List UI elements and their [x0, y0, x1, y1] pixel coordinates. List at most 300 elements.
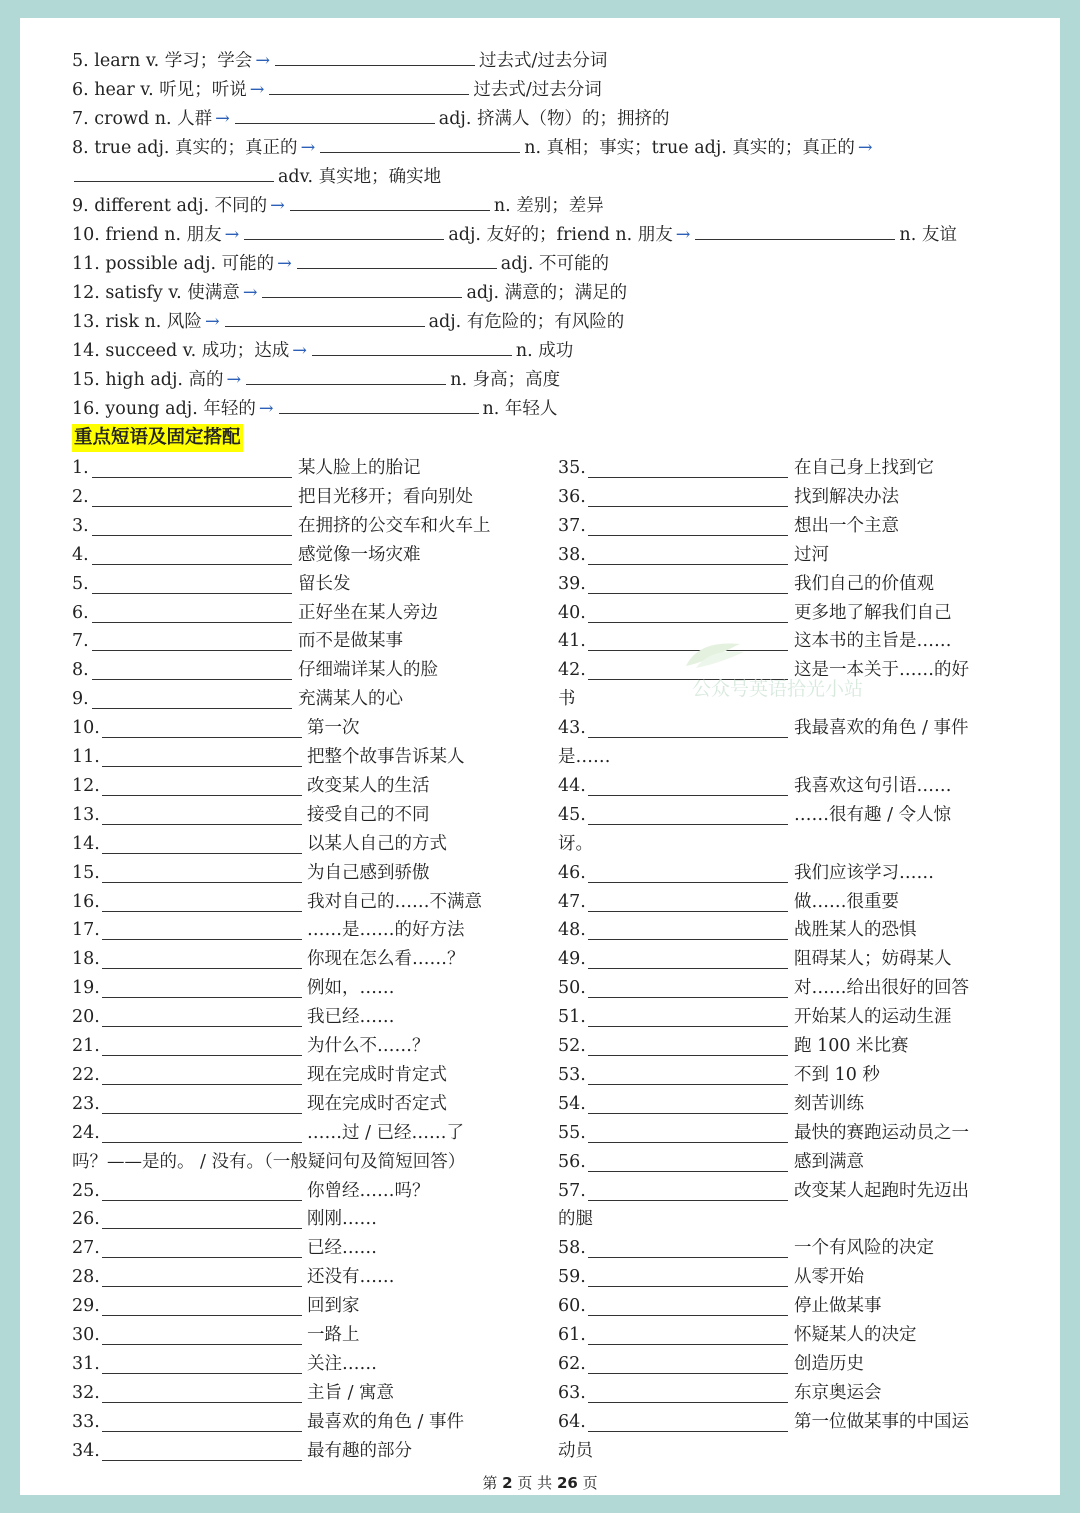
item-number: 40.	[558, 602, 586, 623]
phrase-meaning: 在拥挤的公交车和火车上	[298, 515, 491, 536]
phrase-meaning: 开始某人的运动生涯	[794, 1007, 952, 1028]
answer-blank[interactable]	[588, 1153, 788, 1172]
answer-blank[interactable]	[279, 396, 479, 414]
item-number: 19.	[72, 978, 100, 999]
phrase-row	[72, 919, 522, 941]
answer-blank[interactable]	[92, 517, 292, 536]
item-number: 41.	[558, 631, 586, 652]
answer-blank[interactable]	[92, 690, 292, 709]
answer-blank[interactable]	[92, 661, 292, 680]
answer-blank[interactable]	[102, 1442, 302, 1461]
item-number: 12.	[72, 283, 100, 303]
answer-blank[interactable]	[92, 575, 292, 594]
phrase-meaning: 做……很重要	[794, 891, 899, 912]
phrase-meaning: 一个有风险的决定	[794, 1238, 934, 1259]
phrase-row	[558, 891, 998, 913]
arrow-right-icon: →	[300, 138, 316, 158]
answer-blank[interactable]	[102, 1037, 302, 1056]
arrow-right-icon: →	[857, 138, 873, 158]
phrase-meaning: 刻苦训练	[794, 1093, 864, 1114]
phrase-meaning: 这本书的主旨是……	[794, 631, 952, 652]
item-number: 9.	[72, 689, 89, 710]
word-prompt: risk n. 风险	[105, 312, 202, 332]
word-target: n. 年轻人	[482, 399, 558, 419]
phrase-row	[558, 977, 998, 999]
phrase-row	[72, 804, 522, 826]
phrase-meaning: 仔细端详某人的脸	[298, 660, 438, 681]
phrase-meaning: 东京奥运会	[794, 1382, 882, 1403]
answer-blank[interactable]	[92, 488, 292, 507]
item-number: 54.	[558, 1093, 586, 1114]
phrase-row	[72, 602, 522, 624]
word-prompt: crowd n. 人群	[94, 109, 213, 129]
phrase-row	[72, 630, 522, 652]
section-title: 重点短语及固定搭配	[72, 424, 243, 452]
answer-blank[interactable]	[588, 719, 788, 738]
answer-blank[interactable]	[588, 864, 788, 883]
item-number: 47.	[558, 891, 586, 912]
answer-blank[interactable]	[588, 1182, 788, 1201]
item-number: 5.	[72, 573, 89, 594]
answer-blank[interactable]	[102, 1297, 302, 1316]
phrase-row	[558, 862, 998, 884]
footer-total-pages: 26	[556, 1474, 578, 1492]
item-number: 1.	[72, 458, 89, 478]
answer-blank[interactable]	[102, 1124, 302, 1143]
phrase-row	[72, 1295, 522, 1317]
footer-page-number: 2	[502, 1474, 513, 1492]
word-target: n. 成功	[515, 341, 574, 361]
phrase-meaning: 更多地了解我们自己	[794, 602, 952, 623]
item-number: 6.	[72, 80, 89, 100]
word-form-line	[72, 164, 441, 188]
phrase-meaning: 想出一个主意	[794, 515, 899, 536]
word-prompt: succeed v. 成功；达成	[105, 341, 290, 361]
item-number: 10.	[72, 225, 100, 245]
phrase-row	[558, 1064, 998, 1086]
item-number: 60.	[558, 1296, 586, 1317]
item-number: 63.	[558, 1382, 586, 1403]
word-prompt: hear v. 听见；听说	[94, 80, 247, 100]
phrase-meaning: 以某人自己的方式	[307, 833, 447, 854]
phrase-row	[558, 919, 998, 941]
phrase-row	[72, 1353, 522, 1375]
phrase-row	[72, 717, 522, 739]
word-target: 过去式/过去分词	[478, 51, 608, 71]
answer-blank[interactable]	[588, 1384, 788, 1403]
answer-blank[interactable]	[297, 251, 497, 269]
item-number: 6.	[72, 602, 89, 623]
item-number: 5.	[72, 51, 89, 71]
answer-blank[interactable]	[588, 806, 788, 825]
item-number: 22.	[72, 1064, 100, 1085]
phrase-meaning: 这是一本关于……的好	[794, 660, 969, 681]
phrase-meaning: 把整个故事告诉某人	[307, 747, 465, 767]
phrase-meaning: 第一位做某事的中国运	[794, 1411, 969, 1432]
answer-blank[interactable]	[102, 777, 302, 796]
item-number: 4.	[72, 544, 89, 565]
answer-blank[interactable]	[588, 1095, 788, 1114]
answer-blank[interactable]	[588, 777, 788, 796]
answer-blank[interactable]	[102, 921, 302, 940]
answer-blank[interactable]	[102, 950, 302, 969]
answer-blank[interactable]	[588, 1268, 788, 1287]
phrase-row	[558, 486, 998, 508]
watermark-text: 公众号英语拾光小站	[692, 678, 864, 700]
phrase-row	[558, 717, 998, 739]
phrase-meaning: 怀疑某人的决定	[794, 1325, 917, 1345]
item-number: 24.	[72, 1122, 100, 1143]
item-number: 14.	[72, 833, 100, 854]
phrase-row	[558, 515, 998, 537]
phrase-meaning: 跑 100 米比赛	[794, 1036, 909, 1056]
word-form-line	[72, 251, 609, 275]
word-form-line	[72, 135, 876, 159]
word-target: adj. 挤满人（物）的；拥挤的	[438, 109, 670, 129]
word-target: 过去式/过去分词	[473, 80, 602, 100]
phrase-row	[72, 1324, 522, 1346]
item-number: 31.	[72, 1353, 100, 1374]
item-number: 30.	[72, 1325, 100, 1345]
word-target: adj. 满意的；满足的	[466, 283, 628, 303]
answer-blank[interactable]	[588, 604, 788, 623]
item-number: 13.	[72, 804, 100, 825]
answer-blank[interactable]	[588, 1239, 788, 1258]
arrow-right-icon: →	[277, 254, 292, 274]
phrase-row	[72, 486, 522, 508]
phrase-meaning: 关注……	[307, 1353, 377, 1374]
word-prompt: learn v. 学习；学会	[94, 51, 253, 71]
phrase-meaning: 正好坐在某人旁边	[298, 602, 438, 623]
phrase-meaning: 为自己感到骄傲	[307, 862, 430, 883]
phrase-meaning: 一路上	[307, 1325, 360, 1345]
answer-blank[interactable]	[246, 367, 446, 385]
phrase-meaning: 回到家	[307, 1296, 360, 1317]
arrow-right-icon: →	[242, 283, 258, 303]
page-footer: 第 2 页 共 26 页	[482, 1474, 598, 1492]
item-number: 49.	[558, 949, 586, 970]
item-number: 50.	[558, 978, 586, 999]
item-number: 16.	[72, 399, 100, 419]
word-prompt: satisfy v. 使满意	[105, 283, 240, 303]
answer-blank[interactable]	[588, 1355, 788, 1374]
phrase-meaning: 改变某人起跑时先迈出	[794, 1180, 969, 1201]
answer-blank[interactable]	[588, 488, 788, 507]
answer-blank[interactable]	[588, 979, 788, 998]
answer-blank[interactable]	[588, 893, 788, 912]
answer-blank[interactable]	[102, 1008, 302, 1027]
word-prompt: different adj. 不同的	[94, 196, 268, 216]
answer-blank[interactable]	[102, 979, 302, 998]
phrase-row	[558, 1151, 998, 1173]
answer-blank[interactable]	[102, 806, 302, 825]
item-number: 2.	[72, 486, 89, 507]
phrase-meaning: 某人脸上的胎记	[298, 458, 421, 478]
answer-blank[interactable]	[102, 1182, 302, 1201]
phrase-row	[72, 659, 522, 681]
phrase-row	[72, 1266, 522, 1288]
answer-blank[interactable]	[312, 338, 512, 356]
word-form-line	[72, 106, 669, 130]
word-form-line	[72, 338, 573, 362]
answer-blank[interactable]	[275, 48, 475, 66]
phrase-meaning: 现在完成时否定式	[307, 1093, 447, 1114]
answer-blank[interactable]	[92, 632, 292, 651]
answer-blank[interactable]	[102, 1210, 302, 1229]
word-form-line	[72, 280, 627, 304]
item-number: 45.	[558, 804, 586, 825]
phrase-meaning: 找到解决办法	[794, 486, 899, 507]
arrow-right-icon: →	[215, 109, 230, 129]
arrow-right-icon: →	[204, 312, 220, 332]
phrase-meaning: ……很有趣 / 令人惊	[794, 804, 952, 825]
answer-blank[interactable]	[269, 77, 469, 95]
phrase-meaning: 还没有……	[307, 1267, 395, 1288]
answer-blank[interactable]	[102, 1268, 302, 1287]
phrase-row	[558, 1353, 998, 1375]
arrow-right-icon: →	[255, 51, 270, 71]
item-number: 58.	[558, 1238, 586, 1259]
item-number: 55.	[558, 1122, 586, 1143]
answer-blank[interactable]	[290, 193, 490, 211]
phrase-row	[558, 1006, 998, 1028]
phrase-row	[72, 1440, 522, 1462]
item-number: 62.	[558, 1353, 586, 1374]
arrow-right-icon: →	[226, 370, 242, 390]
phrase-meaning: 停止做某事	[794, 1296, 882, 1317]
answer-blank[interactable]	[588, 1297, 788, 1316]
phrase-row	[72, 1411, 522, 1433]
answer-blank[interactable]	[102, 1384, 302, 1403]
item-number: 56.	[558, 1151, 586, 1172]
answer-blank[interactable]	[262, 280, 462, 298]
answer-blank[interactable]	[102, 1239, 302, 1258]
continuation-text: 是……	[558, 747, 611, 767]
phrase-row	[558, 1035, 998, 1057]
phrase-meaning: 对……给出很好的回答	[794, 978, 969, 999]
answer-blank[interactable]	[244, 222, 444, 240]
item-number: 15.	[72, 862, 100, 883]
answer-blank[interactable]	[235, 106, 435, 124]
item-number: 8.	[72, 660, 89, 681]
item-number: 52.	[558, 1036, 586, 1056]
item-number: 21.	[72, 1036, 100, 1056]
item-number: 27.	[72, 1238, 100, 1259]
word-prompt: possible adj. 可能的	[105, 254, 275, 274]
answer-blank[interactable]	[102, 1095, 302, 1114]
item-number: 28.	[72, 1267, 100, 1288]
word-form-line	[72, 367, 560, 391]
item-number: 9.	[72, 196, 89, 216]
phrase-row	[558, 1382, 998, 1404]
phrase-meaning: 我最喜欢的角色 / 事件	[794, 718, 969, 739]
answer-blank[interactable]	[102, 893, 302, 912]
item-number: 14.	[72, 341, 100, 361]
watermark-leaf-icon	[682, 640, 746, 670]
phrase-row	[558, 1295, 998, 1317]
phrase-meaning: 我们应该学习……	[794, 862, 934, 883]
answer-blank[interactable]	[102, 835, 302, 854]
item-number: 39.	[558, 573, 586, 594]
answer-blank[interactable]	[588, 1037, 788, 1056]
continuation-text: 动员	[558, 1440, 593, 1461]
word-target: adv. 真实地；确实地	[278, 167, 442, 187]
word-target: adj. 友好的；friend n. 朋友	[448, 225, 673, 245]
phrase-meaning: 不到 10 秒	[794, 1064, 880, 1085]
word-prompt: young adj. 年轻的	[105, 399, 256, 419]
answer-blank[interactable]	[102, 719, 302, 738]
answer-blank[interactable]	[588, 546, 788, 565]
arrow-right-icon: →	[258, 399, 274, 419]
item-number: 42.	[558, 660, 586, 681]
phrase-meaning: 我喜欢这句引语……	[794, 775, 952, 796]
answer-blank[interactable]	[102, 1413, 302, 1432]
phrase-meaning: 刚刚……	[307, 1209, 377, 1230]
phrase-row	[72, 1237, 522, 1259]
answer-blank[interactable]	[588, 921, 788, 940]
phrase-row	[558, 1324, 998, 1346]
phrase-meaning: 我对自己的……不满意	[307, 891, 482, 912]
answer-blank[interactable]	[588, 950, 788, 969]
arrow-right-icon: →	[292, 341, 307, 361]
phrase-meaning: 充满某人的心	[298, 689, 403, 710]
phrase-row	[558, 602, 998, 624]
phrase-row	[72, 457, 522, 479]
phrase-meaning: 我已经……	[307, 1007, 395, 1028]
phrase-meaning: 你现在怎么看……？	[307, 949, 465, 970]
continuation-text: 讶。	[558, 833, 593, 854]
answer-blank[interactable]	[695, 222, 895, 240]
item-number: 11.	[72, 747, 100, 767]
continuation-text: 书	[558, 689, 576, 710]
item-number: 33.	[72, 1411, 100, 1432]
phrase-row	[72, 833, 522, 855]
item-number: 7.	[72, 631, 89, 652]
phrase-row	[72, 1180, 522, 1202]
answer-blank[interactable]	[102, 1355, 302, 1374]
answer-blank[interactable]	[588, 1066, 788, 1085]
item-number: 8.	[72, 138, 89, 158]
answer-blank[interactable]	[102, 864, 302, 883]
item-number: 38.	[558, 544, 586, 565]
phrase-meaning: 感觉像一场灾难	[298, 544, 421, 565]
phrase-meaning: 现在完成时肯定式	[307, 1064, 447, 1085]
phrase-meaning: 从零开始	[794, 1267, 864, 1288]
phrase-row	[72, 688, 522, 710]
phrase-row	[72, 891, 522, 913]
phrase-row	[72, 746, 522, 768]
phrase-row	[72, 1093, 522, 1115]
phrase-meaning: 改变某人的生活	[307, 775, 430, 796]
item-number: 20.	[72, 1007, 100, 1028]
phrase-row	[558, 573, 998, 595]
phrase-meaning: 把目光移开；看向别处	[298, 486, 473, 507]
item-number: 64.	[558, 1411, 586, 1432]
phrase-row	[72, 1064, 522, 1086]
answer-blank[interactable]	[588, 1326, 788, 1345]
phrase-row	[72, 1035, 522, 1057]
item-number: 18.	[72, 949, 100, 970]
arrow-right-icon: →	[270, 196, 285, 216]
phrase-meaning: 阻碍某人；妨碍某人	[794, 949, 952, 970]
answer-blank[interactable]	[102, 748, 302, 767]
phrase-meaning: 战胜某人的恐惧	[794, 920, 917, 941]
phrase-row	[72, 1122, 522, 1144]
phrase-row	[72, 1208, 522, 1230]
worksheet-page	[20, 18, 1060, 1495]
word-form-line	[72, 309, 624, 333]
phrase-meaning: ……过 / 已经……了	[307, 1122, 465, 1143]
item-number: 10.	[72, 718, 100, 739]
word-target: adj. 有危险的；有风险的	[428, 312, 625, 332]
item-number: 46.	[558, 862, 586, 883]
item-number: 36.	[558, 486, 586, 507]
item-number: 53.	[558, 1064, 586, 1085]
phrase-row	[558, 630, 998, 652]
answer-blank[interactable]	[102, 1066, 302, 1085]
answer-blank[interactable]	[588, 1413, 788, 1432]
item-number: 43.	[558, 718, 586, 739]
answer-blank[interactable]	[102, 1326, 302, 1345]
item-number: 44.	[558, 775, 586, 796]
answer-blank[interactable]	[92, 604, 292, 623]
phrase-row	[558, 1266, 998, 1288]
arrow-right-icon: →	[224, 225, 240, 245]
phrase-row	[72, 544, 522, 566]
answer-blank[interactable]	[320, 135, 520, 153]
phrase-meaning: 已经……	[307, 1238, 377, 1259]
phrase-meaning: ……是……的好方法	[307, 920, 465, 941]
phrase-meaning: 为什么不……？	[307, 1036, 430, 1056]
phrase-meaning: 创造历史	[794, 1353, 864, 1374]
phrase-row	[72, 775, 522, 797]
answer-blank[interactable]	[74, 164, 274, 182]
phrase-row	[558, 1411, 998, 1433]
phrase-meaning: 最喜欢的角色 / 事件	[307, 1411, 465, 1432]
phrase-meaning: 你曾经……吗？	[307, 1180, 430, 1201]
phrase-row	[558, 544, 998, 566]
item-number: 34.	[72, 1440, 100, 1461]
answer-blank[interactable]	[588, 517, 788, 536]
answer-blank[interactable]	[588, 1124, 788, 1143]
item-number: 35.	[558, 458, 586, 478]
item-number: 3.	[72, 515, 89, 536]
answer-blank[interactable]	[588, 459, 788, 478]
phrase-row	[72, 977, 522, 999]
phrase-meaning: 而不是做某事	[298, 631, 403, 652]
word-prompt: true adj. 真实的；真正的	[94, 138, 298, 158]
phrase-meaning: 感到满意	[794, 1151, 864, 1172]
phrase-row	[558, 1237, 998, 1259]
word-target: n. 友谊	[899, 225, 957, 245]
item-number: 57.	[558, 1180, 586, 1201]
word-form-line	[72, 77, 602, 101]
phrase-meaning: 在自己身上找到它	[794, 458, 934, 478]
word-target: adj. 不可能的	[500, 254, 609, 274]
phrase-meaning: 留长发	[298, 573, 351, 594]
answer-blank[interactable]	[225, 309, 425, 327]
item-number: 26.	[72, 1209, 100, 1230]
phrase-row	[558, 457, 998, 479]
phrase-row	[558, 948, 998, 970]
answer-blank[interactable]	[92, 546, 292, 565]
item-number: 32.	[72, 1382, 100, 1403]
answer-blank[interactable]	[92, 459, 292, 478]
item-number: 17.	[72, 920, 100, 941]
answer-blank[interactable]	[588, 575, 788, 594]
item-number: 48.	[558, 920, 586, 941]
answer-blank[interactable]	[588, 1008, 788, 1027]
